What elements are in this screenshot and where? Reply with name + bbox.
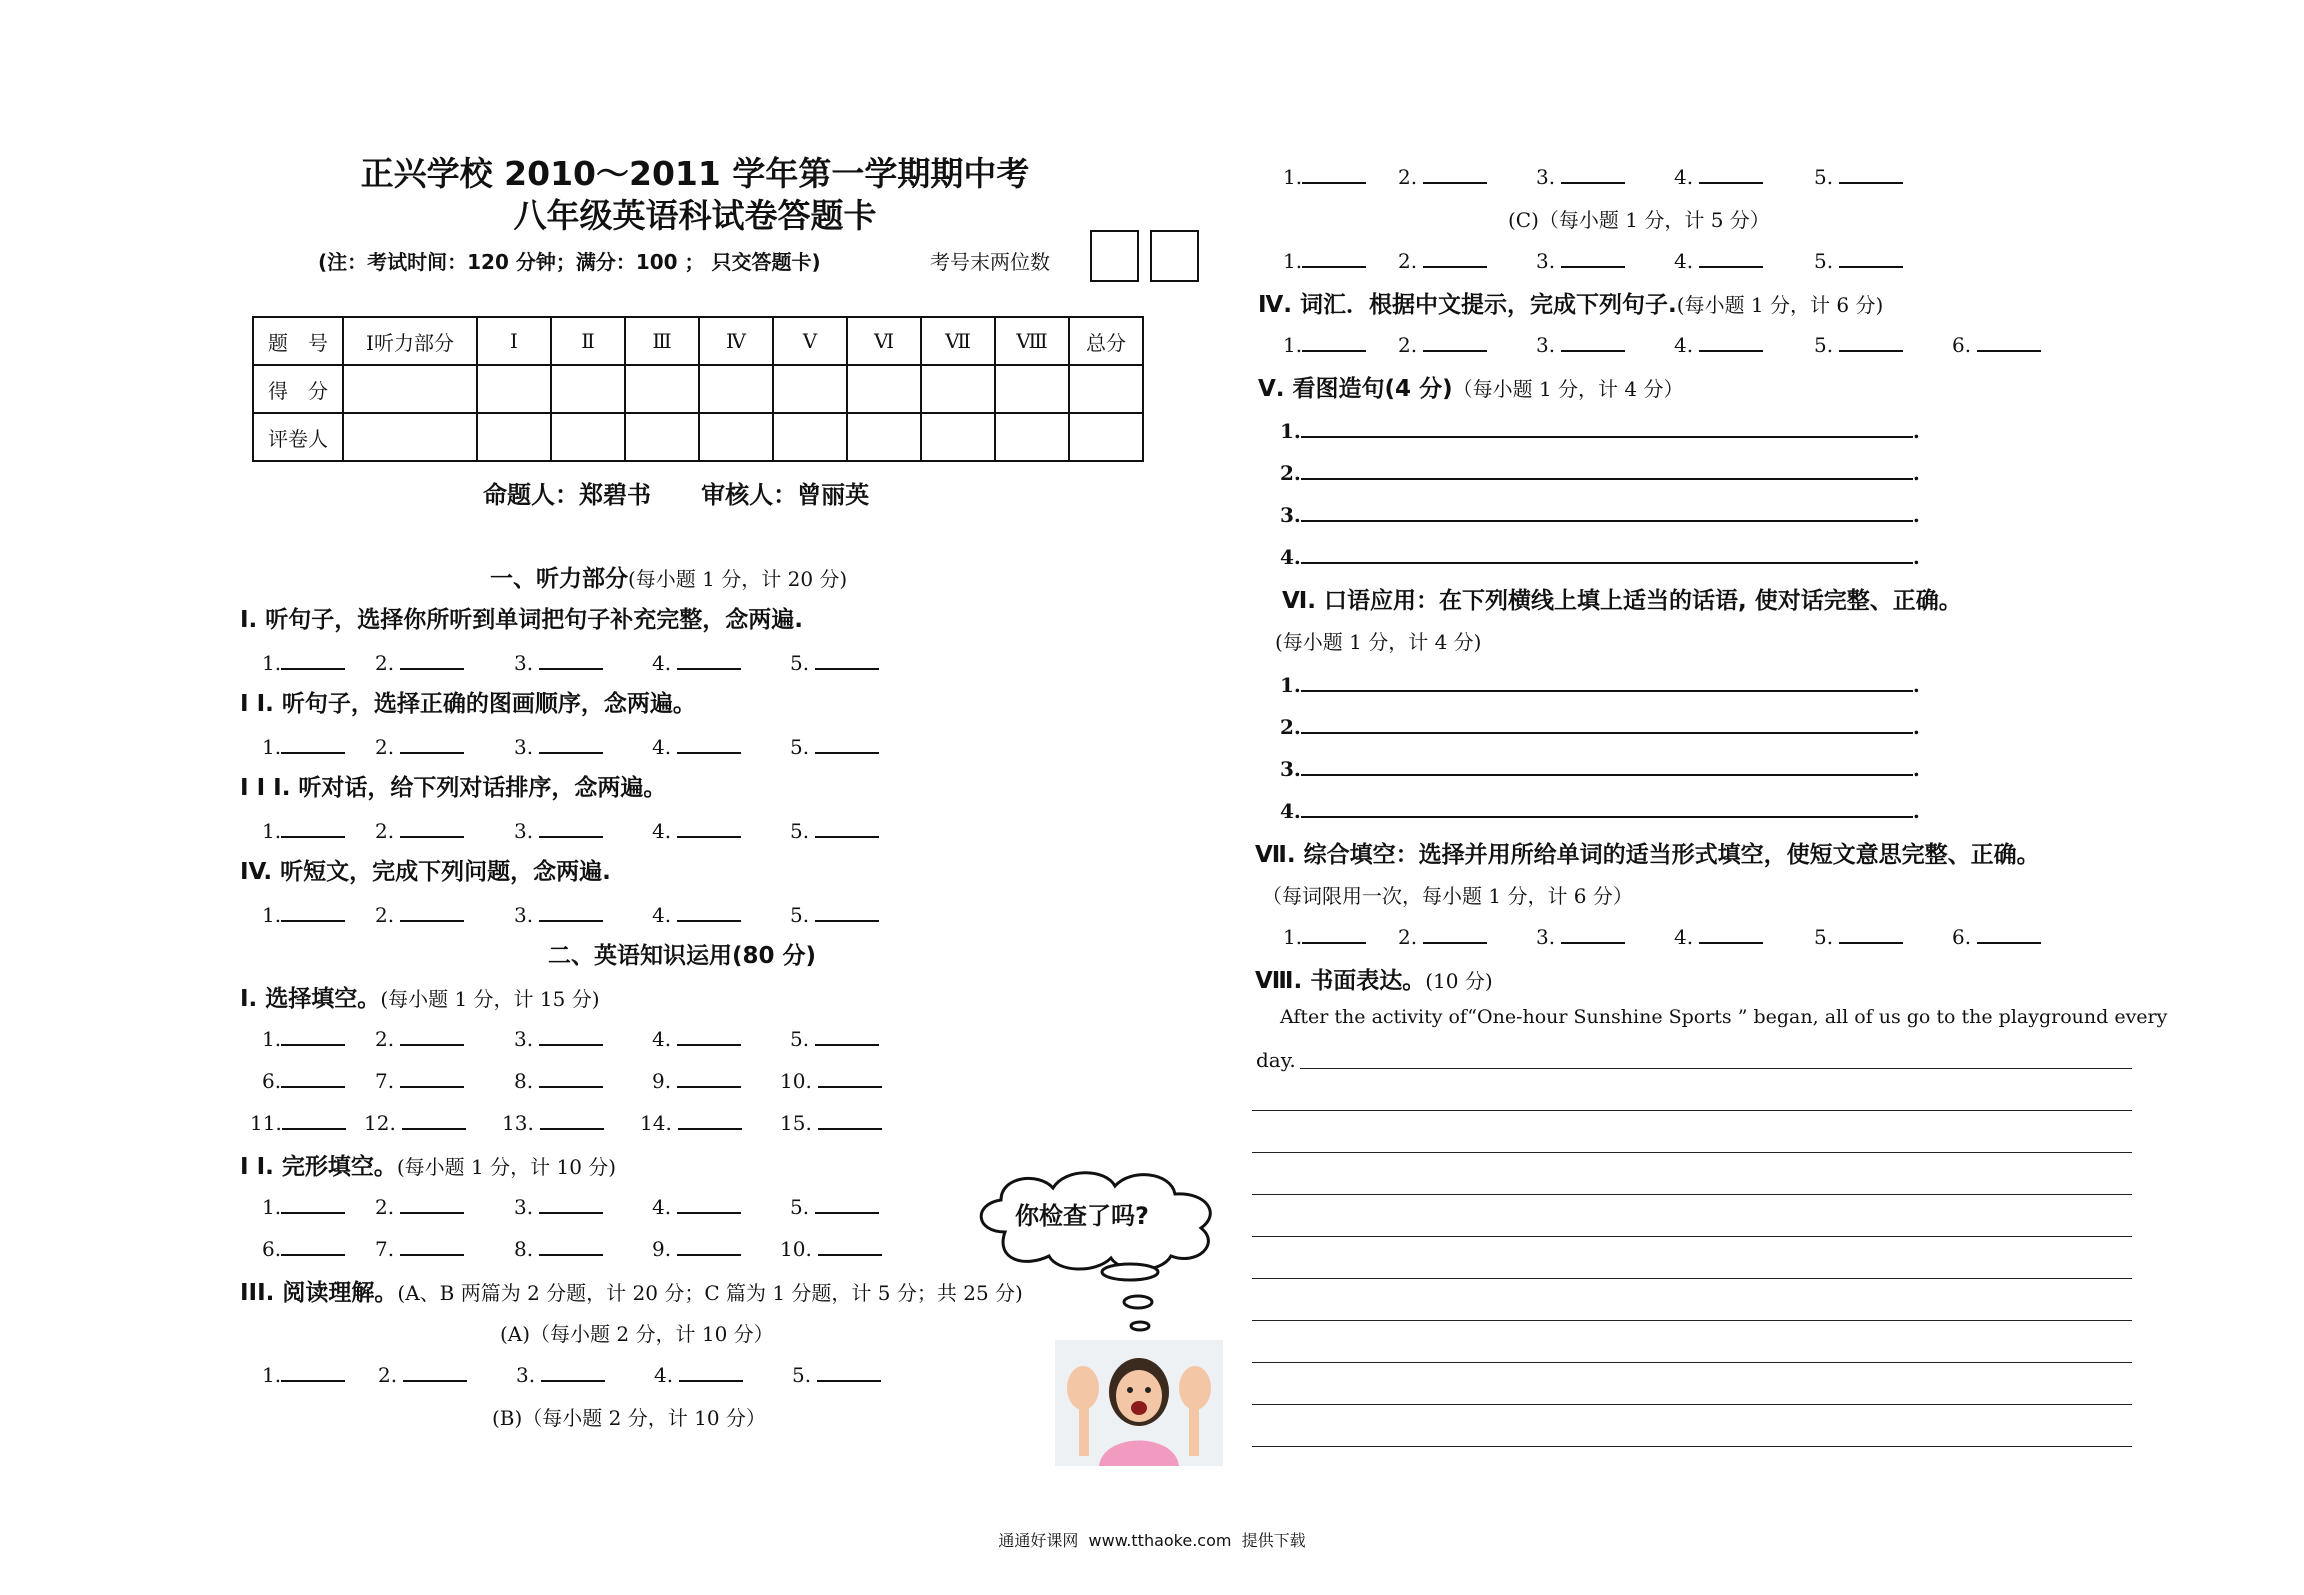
answer-blank[interactable] [1561, 162, 1625, 184]
answer-blank[interactable] [1302, 922, 1366, 944]
part1-s4: IV. 听短文，完成下列问题，念两遍. [240, 859, 611, 885]
sentence-line-4: 4. . [1280, 540, 1920, 569]
answer-blank[interactable] [815, 1024, 879, 1046]
cloze-section: Ⅶ. 综合填空：选择并用所给单词的适当形式填空，使短文意思完整、正确。 [1255, 842, 2040, 868]
answer-blank[interactable] [677, 732, 741, 754]
answer-blank[interactable] [815, 1192, 879, 1214]
answer-blank[interactable] [539, 1192, 603, 1214]
dialog-line-2: 2. . [1280, 710, 1920, 739]
essay-line[interactable] [1252, 1152, 2132, 1153]
th-total: 总分 [1069, 317, 1143, 365]
essay-line[interactable] [1252, 1278, 2132, 1279]
answer-blank[interactable] [1977, 330, 2041, 352]
answer-blank[interactable] [815, 900, 879, 922]
essay-line[interactable] [1300, 1068, 2132, 1069]
answer-blank[interactable] [282, 1108, 346, 1130]
exam-title-line1: 正兴学校 2010～2011 学年第一学期期中考 [360, 154, 1030, 193]
authors: 命题人：郑碧书 审核人：曾丽英 [483, 481, 870, 509]
answer-blank[interactable] [1699, 246, 1763, 268]
th-1: Ⅰ [477, 317, 551, 365]
answer-blank[interactable] [281, 1234, 345, 1256]
answer-blank[interactable] [818, 1108, 882, 1130]
essay-line[interactable] [1252, 1110, 2132, 1111]
grader-cell[interactable] [1069, 413, 1143, 461]
answer-blank[interactable] [539, 732, 603, 754]
score-cell[interactable] [699, 365, 773, 413]
grader-cell[interactable] [847, 413, 921, 461]
answer-blank[interactable] [817, 1360, 881, 1382]
answer-blank[interactable] [539, 1234, 603, 1256]
answer-blank[interactable] [1423, 246, 1487, 268]
answer-blank[interactable] [678, 1108, 742, 1130]
answer-blank[interactable] [400, 648, 464, 670]
part2-title: 二、英语知识运用(80 分) [548, 943, 817, 969]
answer-blank[interactable] [400, 1066, 464, 1088]
answer-blank[interactable] [1423, 162, 1487, 184]
answer-blank[interactable] [281, 732, 345, 754]
answer-blank[interactable] [400, 816, 464, 838]
exam-title-line2: 八年级英语科试卷答题卡 [513, 196, 877, 235]
answer-blank[interactable] [818, 1234, 882, 1256]
answer-blank[interactable] [400, 1024, 464, 1046]
thought-bubbles-icon [1090, 1260, 1170, 1340]
answer-blank[interactable] [1839, 246, 1903, 268]
score-row-label: 得 分 [253, 365, 343, 413]
answer-blank[interactable] [677, 1234, 741, 1256]
th-2: Ⅱ [551, 317, 625, 365]
answer-blank[interactable] [402, 1108, 466, 1130]
reading-c-label: (C)（每小题 1 分，计 5 分） [1508, 208, 1770, 232]
answer-blank[interactable] [677, 1024, 741, 1046]
th-4: Ⅳ [699, 317, 773, 365]
exam-no-box-1[interactable] [1090, 230, 1139, 282]
answer-blank[interactable] [815, 816, 879, 838]
answer-blank[interactable] [677, 816, 741, 838]
answer-blank[interactable] [1977, 922, 2041, 944]
answer-blank[interactable] [677, 1192, 741, 1214]
answer-blank[interactable] [400, 732, 464, 754]
score-cell[interactable] [773, 365, 847, 413]
answer-blank[interactable] [1302, 246, 1366, 268]
writing-section: Ⅷ. 书面表达。(10 分) [1255, 968, 1493, 994]
oral-section-sub: (每小题 1 分，计 4 分) [1275, 630, 1482, 654]
score-cell[interactable] [921, 365, 995, 413]
answer-blank[interactable] [1561, 330, 1625, 352]
answer-blank[interactable] [677, 1066, 741, 1088]
th-3: Ⅲ [625, 317, 699, 365]
score-cell[interactable] [1069, 365, 1143, 413]
essay-line[interactable] [1252, 1320, 2132, 1321]
answer-blank[interactable] [281, 1066, 345, 1088]
answer-blank[interactable] [818, 1066, 882, 1088]
th-7: Ⅶ [921, 317, 995, 365]
answer-blank[interactable] [815, 648, 879, 670]
oral-section: Ⅵ. 口语应用：在下列横线上填上适当的话语, 使对话完整、正确。 [1282, 588, 1962, 614]
grader-cell[interactable] [551, 413, 625, 461]
part1-s3: I I I. 听对话，给下列对话排序，念两遍。 [240, 775, 667, 801]
grader-cell[interactable] [773, 413, 847, 461]
grader-cell[interactable] [625, 413, 699, 461]
dialog-line-3: 3. . [1280, 752, 1920, 781]
score-row [253, 365, 1143, 413]
essay-day-label: day. [1256, 1048, 1296, 1072]
answer-blank[interactable] [541, 1360, 605, 1382]
score-cell[interactable] [343, 365, 477, 413]
part2-s3: III. 阅读理解。(A、B 两篇为 2 分题，计 20 分；C 篇为 1 分题，计 5 分；共 25 分) [240, 1280, 1023, 1306]
answer-blank[interactable] [281, 1024, 345, 1046]
answer-blank[interactable] [539, 900, 603, 922]
answer-blank[interactable] [1423, 330, 1487, 352]
grader-row-label: 评卷人 [253, 413, 343, 461]
footer: 通通好课网 www.tthaoke.com 提供下载 [998, 1531, 1306, 1550]
answer-blank[interactable] [1839, 330, 1903, 352]
essay-line[interactable] [1252, 1362, 2132, 1363]
score-cell[interactable] [477, 365, 551, 413]
score-table-header-row [253, 317, 1143, 365]
grader-row [253, 413, 1143, 461]
exam-note: (注：考试时间：120 分钟；满分：100 ； 只交答题卡) [318, 250, 821, 274]
sentence-line-3: 3. . [1280, 498, 1920, 527]
grader-cell[interactable] [699, 413, 773, 461]
answer-blank[interactable] [1561, 922, 1625, 944]
answer-blank[interactable] [281, 648, 345, 670]
answer-blank[interactable] [1561, 246, 1625, 268]
girl-photo [1055, 1340, 1223, 1466]
cloud-text: 你检查了吗? [1015, 1202, 1149, 1230]
dialog-line-4: 4. . [1280, 794, 1920, 823]
answer-blank[interactable] [403, 1360, 467, 1382]
dialog-line-1: 1. . [1280, 668, 1920, 697]
answer-blank[interactable] [677, 900, 741, 922]
score-cell[interactable] [551, 365, 625, 413]
grader-cell[interactable] [995, 413, 1069, 461]
essay-prompt: After the activity of“One-hour Sunshine Sports ” began, all of us go to the playground every [1280, 1006, 2168, 1028]
answer-blank[interactable] [1699, 162, 1763, 184]
score-cell[interactable] [847, 365, 921, 413]
answer-blank[interactable] [1699, 330, 1763, 352]
part1-s2: I I. 听句子，选择正确的图画顺序，念两遍。 [240, 691, 696, 717]
grader-cell[interactable] [343, 413, 477, 461]
answer-blank[interactable] [400, 1234, 464, 1256]
grader-cell[interactable] [477, 413, 551, 461]
th-listening: Ⅰ听力部分 [343, 317, 477, 365]
exam-no-label: 考号末两位数 [930, 250, 1050, 274]
part1-s1: I. 听句子，选择你所听到单词把句子补充完整，念两遍. [240, 607, 804, 633]
picture-sentence-section: Ⅴ. 看图造句(4 分)（每小题 1 分，计 4 分） [1258, 376, 1684, 402]
reading-b-label: (B)（每小题 2 分，计 10 分） [492, 1406, 766, 1430]
sentence-line-2: 2. . [1280, 456, 1920, 485]
essay-line[interactable] [1252, 1446, 2132, 1447]
grader-cell[interactable] [921, 413, 995, 461]
answer-blank[interactable] [281, 900, 345, 922]
essay-line[interactable] [1252, 1236, 2132, 1237]
vocab-section: Ⅳ. 词汇．根据中文提示，完成下列句子.(每小题 1 分，计 6 分) [1258, 292, 1884, 318]
part2-s1: I. 选择填空。(每小题 1 分，计 15 分) [240, 986, 600, 1012]
answer-blank[interactable] [539, 816, 603, 838]
answer-blank[interactable] [679, 1360, 743, 1382]
th-6: Ⅵ [847, 317, 921, 365]
essay-line[interactable] [1252, 1194, 2132, 1195]
cloze-section-sub: （每词限用一次，每小题 1 分，计 6 分） [1262, 884, 1633, 908]
answer-blank[interactable] [540, 1108, 604, 1130]
answer-blank[interactable] [539, 1024, 603, 1046]
score-cell[interactable] [625, 365, 699, 413]
essay-line[interactable] [1252, 1404, 2132, 1405]
th-label: 题 号 [253, 317, 343, 365]
th-5: Ⅴ [773, 317, 847, 365]
th-8: Ⅷ [995, 317, 1069, 365]
score-table [252, 316, 1144, 462]
answer-blank[interactable] [1302, 330, 1366, 352]
answer-blank[interactable] [1839, 922, 1903, 944]
part1-title: 一、听力部分(每小题 1 分，计 20 分) [490, 566, 848, 592]
answer-blank[interactable] [677, 648, 741, 670]
answer-blank[interactable] [281, 816, 345, 838]
answer-blank[interactable] [1302, 162, 1366, 184]
part2-s2: I I. 完形填空。(每小题 1 分，计 10 分) [240, 1154, 617, 1180]
score-cell[interactable] [995, 365, 1069, 413]
answer-blank[interactable] [281, 1192, 345, 1214]
sentence-line-1: 1. . [1280, 414, 1920, 443]
answer-blank[interactable] [1839, 162, 1903, 184]
answer-blank[interactable] [281, 1360, 345, 1382]
exam-no-box-2[interactable] [1150, 230, 1199, 282]
reading-a-label: (A)（每小题 2 分，计 10 分） [500, 1322, 774, 1346]
answer-blank[interactable] [400, 900, 464, 922]
answer-blank[interactable] [815, 732, 879, 754]
answer-blank[interactable] [1699, 922, 1763, 944]
answer-blank[interactable] [539, 648, 603, 670]
answer-blank[interactable] [400, 1192, 464, 1214]
answer-blank[interactable] [1423, 922, 1487, 944]
answer-blank[interactable] [539, 1066, 603, 1088]
